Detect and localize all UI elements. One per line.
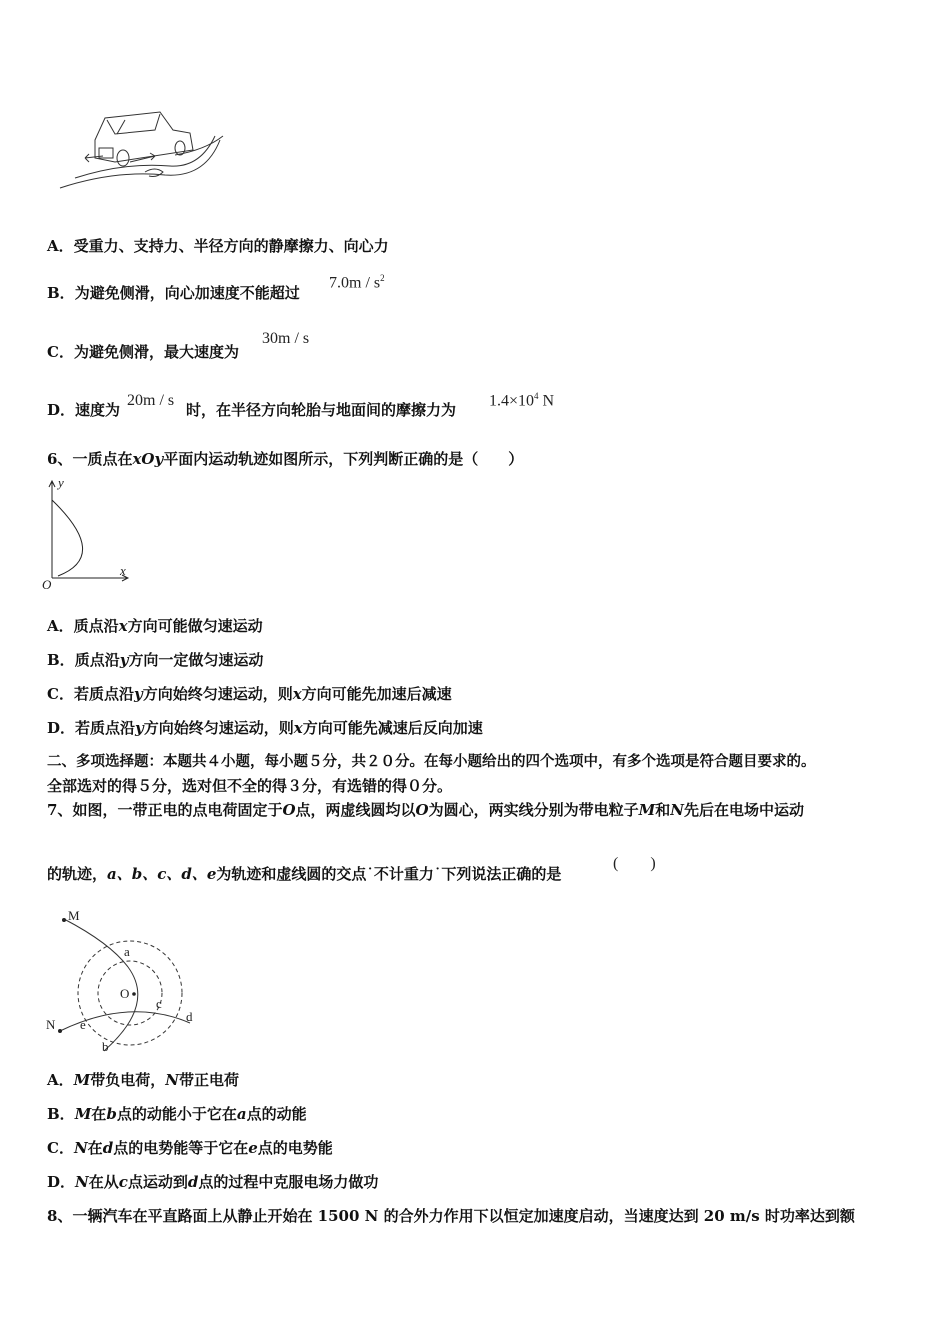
q7-option-d: D．N在从c点运动到d点的过程中克服电场力做功 [47,1173,379,1191]
q5-option-d: D．速度为 [47,401,121,419]
q6-axis-y-label: y [58,475,64,490]
q7-label-e: e [80,1017,86,1032]
q6-option-d: D．若质点沿y方向始终匀速运动，则x方向可能先减速后反向加速 [47,719,483,737]
q5-option-d-math2: $1.4\times 10^4$ N [489,391,555,410]
q7-point-o [132,992,136,996]
q7-label-m: M [68,908,80,923]
q7-outer-dashed-circle [78,941,182,1045]
q7-option-a: A．M带负电荷，N带正电荷 [47,1071,239,1089]
q5-option-b: B．为避免侧滑，向心加速度不能超过 [47,284,300,302]
q6-option-b: B．质点沿y方向一定做匀速运动 [47,651,264,669]
q7-label-d: d [186,1009,193,1024]
q6-trajectory-figure [40,475,140,593]
q6-stem: 6、一质点在xOy平面内运动轨迹如图所示，下列判断正确的是（ ） [47,450,524,468]
q6-trajectory-curve [52,500,83,576]
q7-stem-line1: 7、如图，一带正电的点电荷固定于O点，两虚线圆均以O为圆心，两实线分别为带电粒子M和N先后在电场中运动 [47,801,804,819]
q7-field-figure [40,905,210,1055]
q7-label-c: c [156,996,162,1011]
q7-point-m [62,918,66,922]
q5-option-c-math: 30m / s [262,330,310,347]
q7-label-o: O [120,986,130,1001]
q7-answer-paren: ( ) [613,855,656,872]
car-turning-figure [55,100,230,195]
q7-label-n: N [46,1017,56,1032]
q7-label-a: a [124,944,130,959]
q5-option-a: A．受重力、支持力、半径方向的静摩擦力、向心力 [47,237,389,255]
q8-stem: 8、一辆汽车在平直路面上从静止开始在 1500 N 的合外力作用下以恒定加速度启动，当速度达到 20 m/s 时功率达到额 [47,1207,855,1225]
q6-axis-x-label: x [120,563,126,578]
q7-option-c: C．N在d点的电势能等于它在e点的电势能 [47,1139,333,1157]
q5-option-b-math: $7.0m / s^2$ [329,273,385,292]
q5-option-d-math1: 20m / s [127,392,175,409]
q6-origin-label: O [42,577,52,592]
section2-line1: 二、多项选择题：本题共４小题，每小题５分，共２０分。在每小题给出的四个选项中，有多个选项是符合题目要求的。 [47,753,816,770]
q7-label-b: b [102,1039,109,1054]
q5-option-d-mid: 时，在半径方向轮胎与地面间的摩擦力为 [186,401,457,419]
q7-option-b: B．M在b点的动能小于它在a点的动能 [47,1105,307,1123]
q7-point-n [58,1029,62,1033]
q7-trajectory-m [64,919,138,1051]
section2-line2: 全部选对的得５分，选对但不全的得３分，有选错的得０分。 [47,777,453,795]
q5-option-c: C．为避免侧滑，最大速度为 [47,343,239,361]
q7-stem-line2: 的轨迹，a、b、c、d、e为轨迹和虚线圆的交点˙不计重力˙下列说法正确的是 [47,865,562,883]
q6-option-c: C．若质点沿y方向始终匀速运动，则x方向可能先加速后减速 [47,685,452,703]
q6-option-a: A．质点沿x方向可能做匀速运动 [47,617,263,635]
